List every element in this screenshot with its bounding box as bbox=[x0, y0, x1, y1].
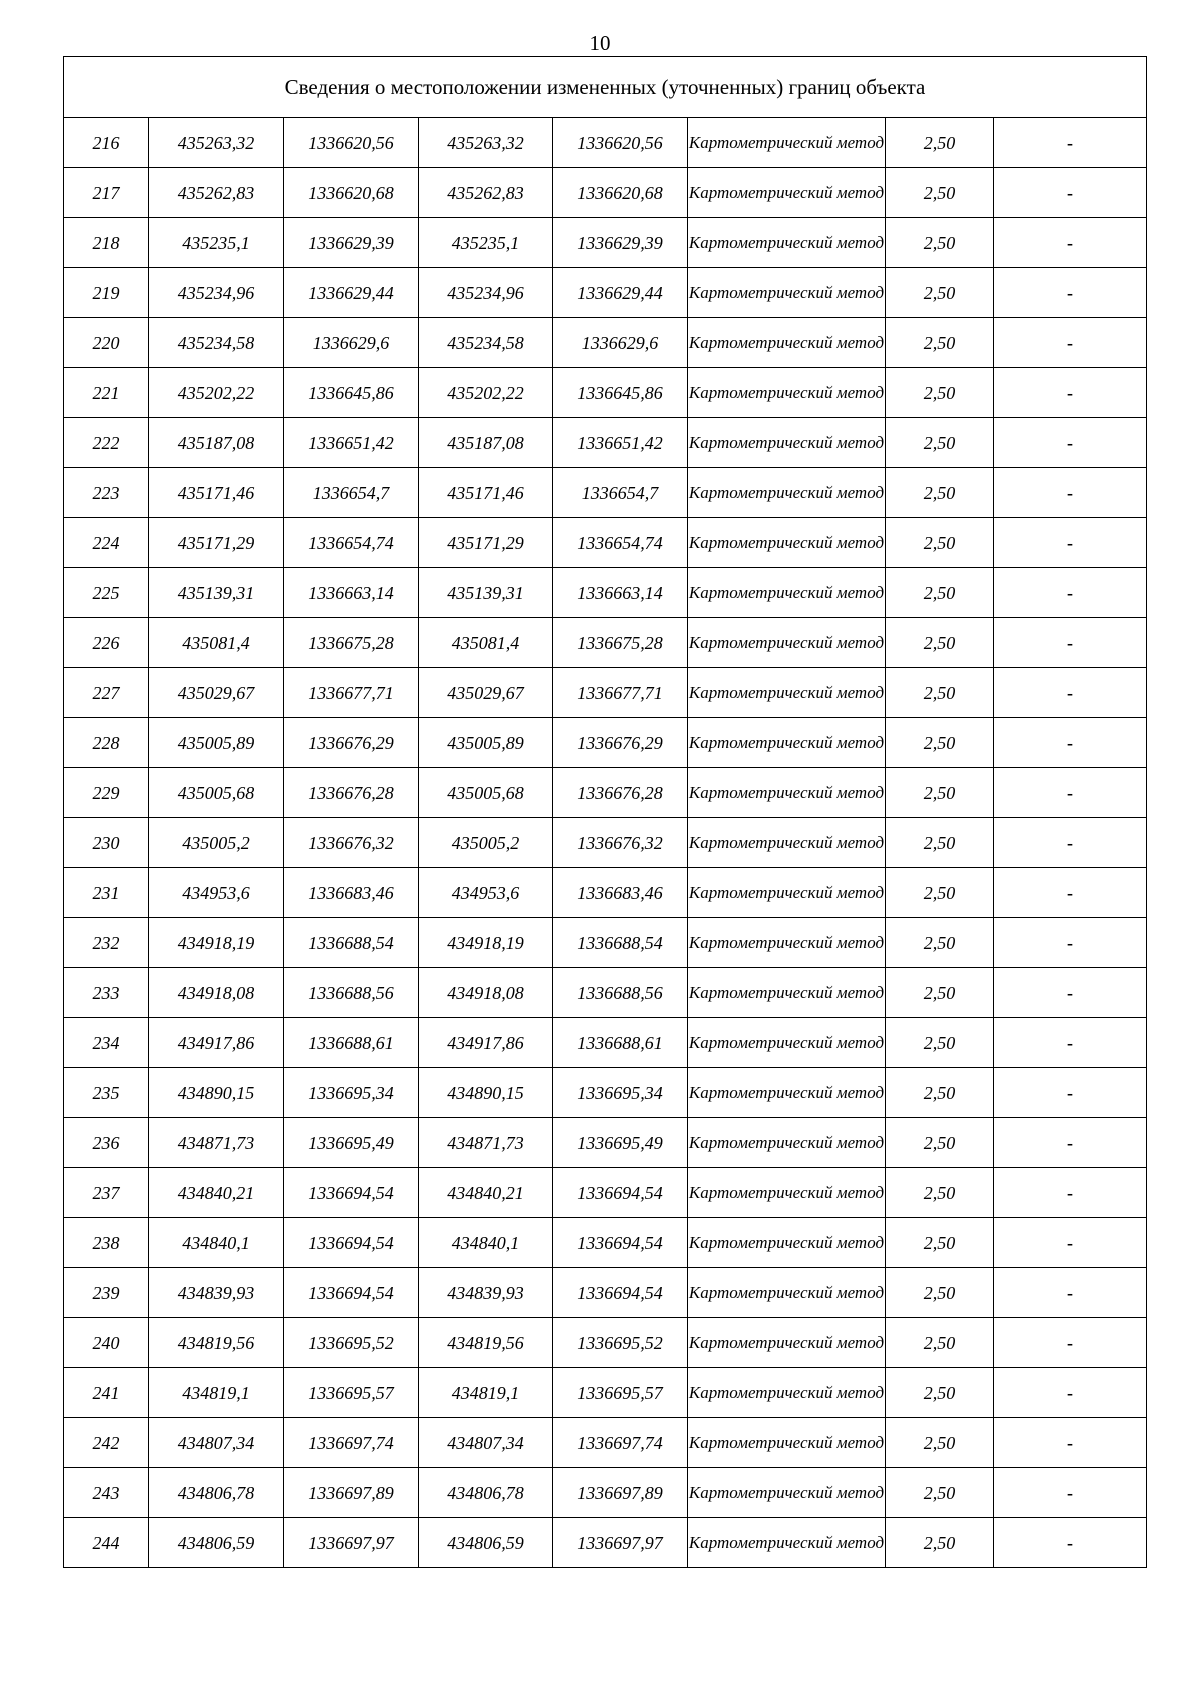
refined-y-cell: 1336676,29 bbox=[553, 718, 688, 768]
note-cell: - bbox=[994, 868, 1147, 918]
accuracy-cell: 2,50 bbox=[886, 1468, 994, 1518]
point-number-cell: 235 bbox=[64, 1068, 149, 1118]
table-row bbox=[64, 1518, 1147, 1568]
accuracy-cell: 2,50 bbox=[886, 1268, 994, 1318]
existing-x-cell: 435139,31 bbox=[149, 568, 284, 618]
table-row bbox=[64, 618, 1147, 668]
existing-y-cell: 1336697,89 bbox=[284, 1468, 419, 1518]
existing-x-cell: 435202,22 bbox=[149, 368, 284, 418]
accuracy-cell: 2,50 bbox=[886, 518, 994, 568]
refined-x-cell: 434819,56 bbox=[419, 1318, 553, 1368]
existing-y-cell: 1336645,86 bbox=[284, 368, 419, 418]
existing-x-cell: 434953,6 bbox=[149, 868, 284, 918]
accuracy-cell: 2,50 bbox=[886, 1518, 994, 1568]
point-number-cell: 229 bbox=[64, 768, 149, 818]
existing-y-cell: 1336688,54 bbox=[284, 918, 419, 968]
note-cell: - bbox=[994, 1018, 1147, 1068]
point-number-cell: 224 bbox=[64, 518, 149, 568]
method-cell: Картометрический метод bbox=[688, 1518, 886, 1568]
existing-x-cell: 434806,78 bbox=[149, 1468, 284, 1518]
accuracy-cell: 2,50 bbox=[886, 768, 994, 818]
point-number-cell: 233 bbox=[64, 968, 149, 1018]
existing-y-cell: 1336629,44 bbox=[284, 268, 419, 318]
method-cell: Картометрический метод bbox=[688, 318, 886, 368]
table-body bbox=[64, 57, 1147, 1568]
existing-y-cell: 1336651,42 bbox=[284, 418, 419, 468]
method-cell: Картометрический метод bbox=[688, 668, 886, 718]
accuracy-cell: 2,50 bbox=[886, 1018, 994, 1068]
accuracy-cell: 2,50 bbox=[886, 918, 994, 968]
accuracy-cell: 2,50 bbox=[886, 1118, 994, 1168]
refined-y-cell: 1336620,56 bbox=[553, 118, 688, 168]
point-number-cell: 216 bbox=[64, 118, 149, 168]
existing-y-cell: 1336676,32 bbox=[284, 818, 419, 868]
refined-x-cell: 434840,21 bbox=[419, 1168, 553, 1218]
refined-y-cell: 1336629,6 bbox=[553, 318, 688, 368]
table-row bbox=[64, 568, 1147, 618]
refined-y-cell: 1336688,56 bbox=[553, 968, 688, 1018]
refined-x-cell: 434918,08 bbox=[419, 968, 553, 1018]
point-number-cell: 244 bbox=[64, 1518, 149, 1568]
refined-y-cell: 1336620,68 bbox=[553, 168, 688, 218]
refined-x-cell: 435005,89 bbox=[419, 718, 553, 768]
accuracy-cell: 2,50 bbox=[886, 1068, 994, 1118]
table-row bbox=[64, 818, 1147, 868]
refined-y-cell: 1336651,42 bbox=[553, 418, 688, 468]
table-row bbox=[64, 1268, 1147, 1318]
note-cell: - bbox=[994, 668, 1147, 718]
existing-y-cell: 1336663,14 bbox=[284, 568, 419, 618]
refined-y-cell: 1336695,49 bbox=[553, 1118, 688, 1168]
existing-y-cell: 1336688,56 bbox=[284, 968, 419, 1018]
point-number-cell: 226 bbox=[64, 618, 149, 668]
refined-x-cell: 434871,73 bbox=[419, 1118, 553, 1168]
existing-x-cell: 434840,1 bbox=[149, 1218, 284, 1268]
existing-y-cell: 1336694,54 bbox=[284, 1268, 419, 1318]
method-cell: Картометрический метод bbox=[688, 118, 886, 168]
existing-x-cell: 435171,29 bbox=[149, 518, 284, 568]
note-cell: - bbox=[994, 1368, 1147, 1418]
refined-x-cell: 434840,1 bbox=[419, 1218, 553, 1268]
point-number-cell: 227 bbox=[64, 668, 149, 718]
refined-y-cell: 1336697,89 bbox=[553, 1468, 688, 1518]
existing-x-cell: 434819,1 bbox=[149, 1368, 284, 1418]
refined-y-cell: 1336697,74 bbox=[553, 1418, 688, 1468]
method-cell: Картометрический метод bbox=[688, 518, 886, 568]
refined-y-cell: 1336629,44 bbox=[553, 268, 688, 318]
existing-x-cell: 435263,32 bbox=[149, 118, 284, 168]
table-row bbox=[64, 1018, 1147, 1068]
accuracy-cell: 2,50 bbox=[886, 818, 994, 868]
note-cell: - bbox=[994, 918, 1147, 968]
note-cell: - bbox=[994, 418, 1147, 468]
note-cell: - bbox=[994, 168, 1147, 218]
existing-x-cell: 434918,08 bbox=[149, 968, 284, 1018]
refined-x-cell: 434839,93 bbox=[419, 1268, 553, 1318]
existing-y-cell: 1336676,28 bbox=[284, 768, 419, 818]
refined-y-cell: 1336694,54 bbox=[553, 1168, 688, 1218]
refined-x-cell: 434953,6 bbox=[419, 868, 553, 918]
refined-x-cell: 435234,58 bbox=[419, 318, 553, 368]
method-cell: Картометрический метод bbox=[688, 568, 886, 618]
existing-y-cell: 1336683,46 bbox=[284, 868, 419, 918]
table-row bbox=[64, 768, 1147, 818]
method-cell: Картометрический метод bbox=[688, 1468, 886, 1518]
point-number-cell: 217 bbox=[64, 168, 149, 218]
accuracy-cell: 2,50 bbox=[886, 1168, 994, 1218]
existing-y-cell: 1336695,34 bbox=[284, 1068, 419, 1118]
table-row bbox=[64, 1118, 1147, 1168]
table-row bbox=[64, 1368, 1147, 1418]
existing-y-cell: 1336697,74 bbox=[284, 1418, 419, 1468]
refined-y-cell: 1336663,14 bbox=[553, 568, 688, 618]
refined-y-cell: 1336697,97 bbox=[553, 1518, 688, 1568]
refined-x-cell: 435202,22 bbox=[419, 368, 553, 418]
table-row bbox=[64, 518, 1147, 568]
method-cell: Картометрический метод bbox=[688, 468, 886, 518]
existing-y-cell: 1336620,68 bbox=[284, 168, 419, 218]
refined-x-cell: 435187,08 bbox=[419, 418, 553, 468]
note-cell: - bbox=[994, 118, 1147, 168]
point-number-cell: 237 bbox=[64, 1168, 149, 1218]
refined-x-cell: 435262,83 bbox=[419, 168, 553, 218]
table-row bbox=[64, 268, 1147, 318]
method-cell: Картометрический метод bbox=[688, 218, 886, 268]
point-number-cell: 228 bbox=[64, 718, 149, 768]
boundary-coordinates-table bbox=[63, 56, 1147, 1568]
existing-x-cell: 435234,58 bbox=[149, 318, 284, 368]
note-cell: - bbox=[994, 368, 1147, 418]
existing-y-cell: 1336675,28 bbox=[284, 618, 419, 668]
existing-x-cell: 435234,96 bbox=[149, 268, 284, 318]
method-cell: Картометрический метод bbox=[688, 1118, 886, 1168]
table-row bbox=[64, 1218, 1147, 1268]
point-number-cell: 232 bbox=[64, 918, 149, 968]
refined-x-cell: 434890,15 bbox=[419, 1068, 553, 1118]
refined-x-cell: 435263,32 bbox=[419, 118, 553, 168]
accuracy-cell: 2,50 bbox=[886, 368, 994, 418]
existing-y-cell: 1336654,7 bbox=[284, 468, 419, 518]
method-cell: Картометрический метод bbox=[688, 1018, 886, 1068]
existing-x-cell: 434807,34 bbox=[149, 1418, 284, 1468]
refined-y-cell: 1336694,54 bbox=[553, 1268, 688, 1318]
refined-y-cell: 1336629,39 bbox=[553, 218, 688, 268]
refined-x-cell: 435171,29 bbox=[419, 518, 553, 568]
existing-y-cell: 1336688,61 bbox=[284, 1018, 419, 1068]
note-cell: - bbox=[994, 718, 1147, 768]
note-cell: - bbox=[994, 618, 1147, 668]
refined-x-cell: 435139,31 bbox=[419, 568, 553, 618]
table-row bbox=[64, 1468, 1147, 1518]
accuracy-cell: 2,50 bbox=[886, 218, 994, 268]
existing-y-cell: 1336629,6 bbox=[284, 318, 419, 368]
accuracy-cell: 2,50 bbox=[886, 1368, 994, 1418]
refined-y-cell: 1336645,86 bbox=[553, 368, 688, 418]
table-row bbox=[64, 1168, 1147, 1218]
refined-y-cell: 1336654,7 bbox=[553, 468, 688, 518]
method-cell: Картометрический метод bbox=[688, 1068, 886, 1118]
existing-y-cell: 1336694,54 bbox=[284, 1218, 419, 1268]
accuracy-cell: 2,50 bbox=[886, 468, 994, 518]
method-cell: Картометрический метод bbox=[688, 1168, 886, 1218]
existing-x-cell: 435235,1 bbox=[149, 218, 284, 268]
refined-x-cell: 435171,46 bbox=[419, 468, 553, 518]
table-row bbox=[64, 368, 1147, 418]
point-number-cell: 218 bbox=[64, 218, 149, 268]
point-number-cell: 231 bbox=[64, 868, 149, 918]
accuracy-cell: 2,50 bbox=[886, 968, 994, 1018]
refined-x-cell: 435005,68 bbox=[419, 768, 553, 818]
note-cell: - bbox=[994, 468, 1147, 518]
existing-x-cell: 435081,4 bbox=[149, 618, 284, 668]
point-number-cell: 220 bbox=[64, 318, 149, 368]
method-cell: Картометрический метод bbox=[688, 1218, 886, 1268]
refined-x-cell: 434917,86 bbox=[419, 1018, 553, 1068]
existing-y-cell: 1336629,39 bbox=[284, 218, 419, 268]
point-number-cell: 236 bbox=[64, 1118, 149, 1168]
method-cell: Картометрический метод bbox=[688, 718, 886, 768]
refined-x-cell: 435234,96 bbox=[419, 268, 553, 318]
existing-y-cell: 1336654,74 bbox=[284, 518, 419, 568]
accuracy-cell: 2,50 bbox=[886, 718, 994, 768]
table-row bbox=[64, 968, 1147, 1018]
note-cell: - bbox=[994, 318, 1147, 368]
note-cell: - bbox=[994, 568, 1147, 618]
existing-x-cell: 434917,86 bbox=[149, 1018, 284, 1068]
table-row bbox=[64, 1418, 1147, 1468]
refined-y-cell: 1336695,57 bbox=[553, 1368, 688, 1418]
table-row bbox=[64, 318, 1147, 368]
point-number-cell: 242 bbox=[64, 1418, 149, 1468]
note-cell: - bbox=[994, 1318, 1147, 1368]
note-cell: - bbox=[994, 1118, 1147, 1168]
method-cell: Картометрический метод bbox=[688, 368, 886, 418]
accuracy-cell: 2,50 bbox=[886, 868, 994, 918]
existing-x-cell: 434806,59 bbox=[149, 1518, 284, 1568]
method-cell: Картометрический метод bbox=[688, 1418, 886, 1468]
refined-y-cell: 1336694,54 bbox=[553, 1218, 688, 1268]
existing-y-cell: 1336695,52 bbox=[284, 1318, 419, 1368]
accuracy-cell: 2,50 bbox=[886, 1418, 994, 1468]
method-cell: Картометрический метод bbox=[688, 1318, 886, 1368]
point-number-cell: 240 bbox=[64, 1318, 149, 1368]
table-row bbox=[64, 1318, 1147, 1368]
page-number: 10 bbox=[589, 31, 611, 55]
note-cell: - bbox=[994, 968, 1147, 1018]
note-cell: - bbox=[994, 518, 1147, 568]
table-row bbox=[64, 918, 1147, 968]
existing-x-cell: 434871,73 bbox=[149, 1118, 284, 1168]
note-cell: - bbox=[994, 1168, 1147, 1218]
existing-y-cell: 1336620,56 bbox=[284, 118, 419, 168]
note-cell: - bbox=[994, 268, 1147, 318]
note-cell: - bbox=[994, 818, 1147, 868]
accuracy-cell: 2,50 bbox=[886, 318, 994, 368]
existing-x-cell: 434839,93 bbox=[149, 1268, 284, 1318]
refined-x-cell: 434806,78 bbox=[419, 1468, 553, 1518]
existing-x-cell: 435005,2 bbox=[149, 818, 284, 868]
note-cell: - bbox=[994, 1068, 1147, 1118]
table-row bbox=[64, 868, 1147, 918]
method-cell: Картометрический метод bbox=[688, 418, 886, 468]
refined-y-cell: 1336683,46 bbox=[553, 868, 688, 918]
existing-y-cell: 1336697,97 bbox=[284, 1518, 419, 1568]
existing-x-cell: 434840,21 bbox=[149, 1168, 284, 1218]
accuracy-cell: 2,50 bbox=[886, 568, 994, 618]
method-cell: Картометрический метод bbox=[688, 1268, 886, 1318]
table-row bbox=[64, 718, 1147, 768]
table-title: Сведения о местоположении измененных (уточненных) границ объекта bbox=[64, 57, 1147, 118]
refined-y-cell: 1336695,34 bbox=[553, 1068, 688, 1118]
refined-x-cell: 435235,1 bbox=[419, 218, 553, 268]
method-cell: Картометрический метод bbox=[688, 618, 886, 668]
refined-x-cell: 434806,59 bbox=[419, 1518, 553, 1568]
point-number-cell: 222 bbox=[64, 418, 149, 468]
note-cell: - bbox=[994, 1268, 1147, 1318]
existing-x-cell: 434819,56 bbox=[149, 1318, 284, 1368]
accuracy-cell: 2,50 bbox=[886, 1218, 994, 1268]
table-row bbox=[64, 468, 1147, 518]
refined-y-cell: 1336675,28 bbox=[553, 618, 688, 668]
point-number-cell: 219 bbox=[64, 268, 149, 318]
note-cell: - bbox=[994, 1468, 1147, 1518]
existing-x-cell: 435029,67 bbox=[149, 668, 284, 718]
refined-y-cell: 1336695,52 bbox=[553, 1318, 688, 1368]
table-row bbox=[64, 218, 1147, 268]
refined-x-cell: 434918,19 bbox=[419, 918, 553, 968]
method-cell: Картометрический метод bbox=[688, 868, 886, 918]
table-row bbox=[64, 168, 1147, 218]
existing-x-cell: 435262,83 bbox=[149, 168, 284, 218]
accuracy-cell: 2,50 bbox=[886, 268, 994, 318]
point-number-cell: 241 bbox=[64, 1368, 149, 1418]
existing-y-cell: 1336694,54 bbox=[284, 1168, 419, 1218]
refined-y-cell: 1336654,74 bbox=[553, 518, 688, 568]
method-cell: Картометрический метод bbox=[688, 818, 886, 868]
method-cell: Картометрический метод bbox=[688, 168, 886, 218]
accuracy-cell: 2,50 bbox=[886, 168, 994, 218]
refined-x-cell: 435005,2 bbox=[419, 818, 553, 868]
refined-y-cell: 1336677,71 bbox=[553, 668, 688, 718]
accuracy-cell: 2,50 bbox=[886, 1318, 994, 1368]
accuracy-cell: 2,50 bbox=[886, 618, 994, 668]
existing-y-cell: 1336677,71 bbox=[284, 668, 419, 718]
refined-x-cell: 434819,1 bbox=[419, 1368, 553, 1418]
point-number-cell: 238 bbox=[64, 1218, 149, 1268]
existing-x-cell: 435005,89 bbox=[149, 718, 284, 768]
accuracy-cell: 2,50 bbox=[886, 418, 994, 468]
refined-x-cell: 434807,34 bbox=[419, 1418, 553, 1468]
refined-y-cell: 1336688,54 bbox=[553, 918, 688, 968]
point-number-cell: 239 bbox=[64, 1268, 149, 1318]
note-cell: - bbox=[994, 218, 1147, 268]
existing-x-cell: 434890,15 bbox=[149, 1068, 284, 1118]
existing-x-cell: 434918,19 bbox=[149, 918, 284, 968]
method-cell: Картометрический метод bbox=[688, 1368, 886, 1418]
point-number-cell: 225 bbox=[64, 568, 149, 618]
refined-y-cell: 1336688,61 bbox=[553, 1018, 688, 1068]
existing-x-cell: 435187,08 bbox=[149, 418, 284, 468]
refined-y-cell: 1336676,32 bbox=[553, 818, 688, 868]
method-cell: Картометрический метод bbox=[688, 268, 886, 318]
note-cell: - bbox=[994, 1218, 1147, 1268]
table-row bbox=[64, 118, 1147, 168]
note-cell: - bbox=[994, 768, 1147, 818]
point-number-cell: 234 bbox=[64, 1018, 149, 1068]
note-cell: - bbox=[994, 1518, 1147, 1568]
refined-y-cell: 1336676,28 bbox=[553, 768, 688, 818]
point-number-cell: 221 bbox=[64, 368, 149, 418]
existing-y-cell: 1336695,57 bbox=[284, 1368, 419, 1418]
accuracy-cell: 2,50 bbox=[886, 118, 994, 168]
method-cell: Картометрический метод bbox=[688, 918, 886, 968]
refined-x-cell: 435029,67 bbox=[419, 668, 553, 718]
existing-y-cell: 1336676,29 bbox=[284, 718, 419, 768]
existing-x-cell: 435005,68 bbox=[149, 768, 284, 818]
method-cell: Картометрический метод bbox=[688, 768, 886, 818]
method-cell: Картометрический метод bbox=[688, 968, 886, 1018]
table-row bbox=[64, 418, 1147, 468]
point-number-cell: 223 bbox=[64, 468, 149, 518]
existing-x-cell: 435171,46 bbox=[149, 468, 284, 518]
table-row bbox=[64, 668, 1147, 718]
accuracy-cell: 2,50 bbox=[886, 668, 994, 718]
point-number-cell: 230 bbox=[64, 818, 149, 868]
existing-y-cell: 1336695,49 bbox=[284, 1118, 419, 1168]
note-cell: - bbox=[994, 1418, 1147, 1468]
refined-x-cell: 435081,4 bbox=[419, 618, 553, 668]
table-row bbox=[64, 1068, 1147, 1118]
point-number-cell: 243 bbox=[64, 1468, 149, 1518]
table-title-row bbox=[64, 57, 1147, 118]
